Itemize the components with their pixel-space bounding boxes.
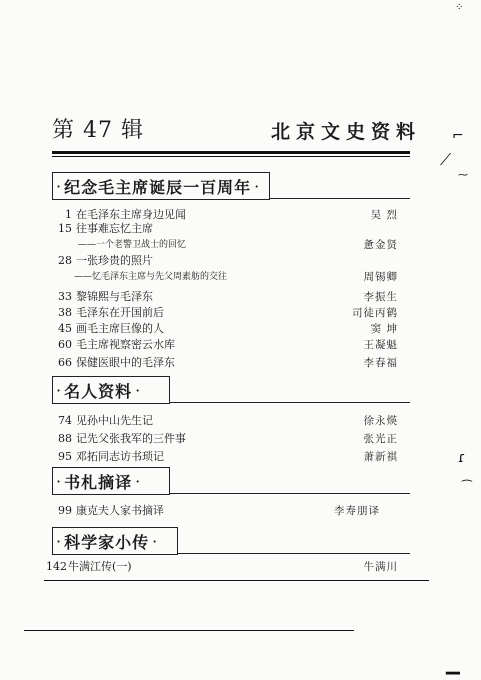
header-rule-thick	[52, 151, 410, 154]
toc-entry[interactable]: 142牛满江传(一) 牛满川	[46, 560, 398, 573]
toc-entry[interactable]: 88 记先父张我军的三件事 张光正	[58, 432, 398, 445]
section-line	[178, 553, 410, 554]
page-header	[52, 113, 421, 149]
scan-mark: ⁀	[462, 480, 472, 494]
section-title: 书札摘译	[64, 472, 133, 492]
section-box: · 名人资料 ·	[52, 376, 170, 404]
toc-entry[interactable]: 15 往事难忘忆主席	[58, 222, 153, 235]
header-rule-thin	[52, 156, 410, 157]
section-heading-4	[52, 527, 178, 555]
toc-entry-subtitle: ——忆毛泽东主席与先父周素舫的交往 周锡卿	[74, 271, 398, 283]
bottom-rule	[44, 580, 429, 581]
scan-mark: ⁓	[458, 170, 468, 181]
toc-entry[interactable]: 33 黎锦熙与毛泽东 李振生	[58, 290, 398, 303]
toc-entry[interactable]: 45 画毛主席巨像的人 窦 坤	[58, 322, 398, 335]
toc-entry[interactable]: 28 一张珍贵的照片	[58, 254, 153, 267]
scan-mark: ⁘	[455, 2, 464, 13]
section-box: · 书札摘译 ·	[52, 467, 170, 495]
scan-mark: ⟋	[440, 150, 452, 169]
toc-entry-subtitle: ——一个老警卫战士的回忆 惫金贤	[78, 239, 398, 251]
toc-entry[interactable]: 74 见孙中山先生记 徐永煐	[58, 414, 398, 427]
toc-entry[interactable]: 66 保健医眼中的毛泽东 李春福	[58, 356, 398, 369]
issue-number: 第 47 辑	[52, 118, 144, 143]
section-line	[170, 402, 410, 403]
bottom-rule	[24, 630, 354, 631]
toc-entry[interactable]: 99 康克夫人家书摘译 李寿朋译	[58, 504, 380, 517]
section-heading-2	[52, 376, 170, 404]
section-heading-3	[52, 467, 170, 495]
section-box: · 科学家小传 ·	[52, 527, 178, 555]
publication-title: 北京文史资料	[270, 121, 421, 143]
section-line	[170, 493, 410, 494]
section-title: 科学家小传	[64, 532, 150, 552]
toc-entry[interactable]: 60 毛主席视察密云水库 王凝魁	[58, 338, 398, 351]
scan-mark: ▁	[446, 654, 460, 675]
section-title: 纪念毛主席诞辰一百周年	[64, 177, 252, 197]
toc-entry[interactable]: 95 邓拓同志访书琐记 萧新祺	[58, 450, 398, 463]
toc-entry[interactable]: 38 毛泽东在开国前后 司徒丙鹤	[58, 306, 398, 319]
toc-entry[interactable]: 1 在毛泽东主席身边见闻 吴 烈	[65, 208, 398, 221]
section-line	[270, 198, 410, 199]
section-heading-1	[52, 172, 270, 200]
scan-mark: ⌐	[452, 128, 464, 144]
section-box: · 纪念毛主席诞辰一百周年 ·	[52, 172, 270, 200]
scan-mark: ɾ	[458, 450, 466, 466]
section-title: 名人资料	[64, 381, 133, 401]
